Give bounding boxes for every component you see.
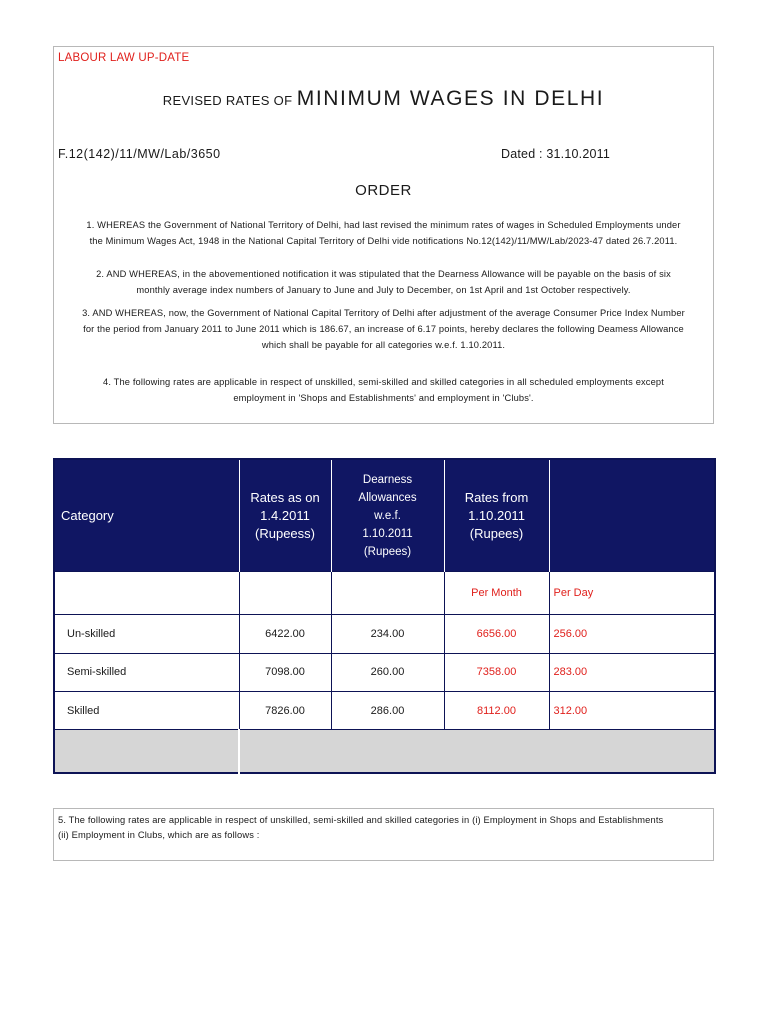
row-per-day: 283.00 <box>549 653 715 691</box>
header-da-line-5: (Rupees) <box>363 545 412 558</box>
table-row <box>54 615 715 653</box>
header-rates-oct-line-1: Rates from <box>464 489 529 505</box>
sub-per-month: Per Month <box>444 572 549 615</box>
paragraph-2 <box>58 266 709 298</box>
header-rates-apr <box>239 459 331 572</box>
row-per-day: 312.00 <box>549 691 715 729</box>
header-da-line-3: w.e.f. <box>374 509 401 522</box>
reference-number: F.12(142)/11/MW/Lab/3650 <box>58 147 221 161</box>
row-per-month: 7358.00 <box>444 653 549 691</box>
paragraph-1-line-2: the Minimum Wages Act, 1948 in the National Capital Territory of Delhi vide notifications No.12(142)/11/MW/Lab/2023-47 dated 26.7.2011. <box>89 236 678 246</box>
paragraph-5-line-2: (ii) Employment in Clubs, which are as follows : <box>58 830 260 840</box>
table-header-row <box>54 459 715 572</box>
row-rate-apr: 7098.00 <box>239 653 331 691</box>
header-da-line-2: Allowances <box>358 491 417 504</box>
header-rates-oct-line-2: 1.10.2011 <box>468 507 525 523</box>
title-main: MINIMUM WAGES IN DELHI <box>296 87 605 110</box>
paragraph-4-line-2: employment in 'Shops and Establishments' and employment in 'Clubs'. <box>233 393 534 403</box>
table-subheader-row <box>54 572 715 615</box>
paragraph-4 <box>58 374 709 406</box>
paragraph-2-line-1: 2. AND WHEREAS, in the abovementioned notification it was stipulated that the Dearness Allowance will be payable on the basis of six <box>96 269 671 279</box>
labour-law-tag: LABOUR LAW UP-DATE <box>58 52 190 64</box>
header-rates-apr-line-2: 1.4.2011 <box>260 507 310 523</box>
header-da-line-1: Dearness <box>362 473 413 486</box>
paragraph-4-line-1: 4. The following rates are applicable in respect of unskilled, semi-skilled and skilled categories in all scheduled employments except <box>103 377 664 387</box>
header-rates-apr-line-1: Rates as on <box>250 489 320 505</box>
row-rate-apr: 6422.00 <box>239 615 331 653</box>
paragraph-5 <box>58 813 709 843</box>
header-empty <box>549 459 715 572</box>
row-per-day: 256.00 <box>549 615 715 653</box>
paragraph-1 <box>58 217 709 249</box>
footer-gray-cell-left <box>54 730 239 773</box>
header-da-line-4: 1.10.2011 <box>362 527 413 540</box>
row-da: 260.00 <box>331 653 444 691</box>
table-row <box>54 653 715 691</box>
paragraph-5-line-1: 5. The following rates are applicable in respect of unskilled, semi-skilled and skilled categories in (i) Employment in Shops and Establishments <box>58 815 664 825</box>
page-title <box>54 87 713 111</box>
row-da: 286.00 <box>331 691 444 729</box>
row-category: Skilled <box>54 691 239 729</box>
wages-table <box>53 458 716 774</box>
table-footer-row <box>54 730 715 773</box>
paragraph-3-line-2: for the period from January 2011 to June 2011 which is 186.67, an increase of 6.17 points, hereby declares the following Deamess Allowance <box>83 324 684 334</box>
table-row <box>54 691 715 729</box>
header-rates-oct <box>444 459 549 572</box>
order-heading: ORDER <box>355 182 412 199</box>
sub-empty-1 <box>54 572 239 615</box>
header-rates-oct-line-3: (Rupees) <box>469 525 524 541</box>
paragraph-1-line-1: 1. WHEREAS the Government of National Territory of Delhi, had last revised the minimum rates of wages in Scheduled Employments under <box>86 220 681 230</box>
row-category: Semi-skilled <box>54 653 239 691</box>
row-rate-apr: 7826.00 <box>239 691 331 729</box>
row-per-month: 6656.00 <box>444 615 549 653</box>
title-prefix: REVISED RATES OF <box>162 93 293 108</box>
row-da: 234.00 <box>331 615 444 653</box>
header-rates-apr-line-3: (Rupeess) <box>255 525 315 541</box>
sub-per-day: Per Day <box>549 572 715 615</box>
order-notice-box <box>53 46 714 424</box>
clause-5-box <box>53 808 714 861</box>
sub-empty-2 <box>239 572 331 615</box>
footer-gray-cell-right <box>239 730 715 773</box>
row-per-month: 8112.00 <box>444 691 549 729</box>
order-date: Dated : 31.10.2011 <box>501 147 611 161</box>
paragraph-3-line-1: 3. AND WHEREAS, now, the Government of National Capital Territory of Delhi after adjustment of the average Consumer Price Index Number <box>82 308 685 318</box>
header-category: Category <box>54 459 239 572</box>
header-dearness-allowance <box>331 459 444 572</box>
paragraph-3-line-3: which shall be payable for all categories w.e.f. 1.10.2011. <box>261 340 506 350</box>
sub-empty-3 <box>331 572 444 615</box>
paragraph-2-line-2: monthly average index numbers of January to June and July to December, on 1st April and 1st October respectively. <box>136 285 631 295</box>
row-category: Un-skilled <box>54 615 239 653</box>
paragraph-3 <box>58 305 709 353</box>
